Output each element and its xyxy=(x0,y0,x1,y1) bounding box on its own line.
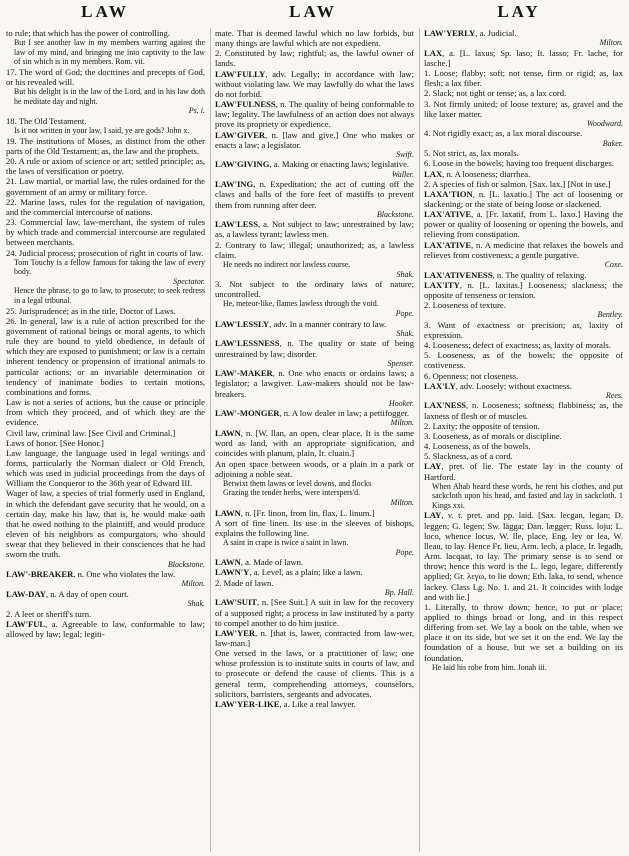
headword: LAX xyxy=(424,168,443,179)
entry-paragraph: Civil law, criminal law. [See Civil and Criminal.] xyxy=(6,427,176,438)
headword: LAW'YERLY xyxy=(424,28,476,38)
headword: LAW'-MAKER xyxy=(215,368,273,379)
entry-paragraph: LAWN, n. [W. llan, an open, clear place. It is the same word as land, with an appropriate signification, and coincides with planum, plain, Ir. cluain.] xyxy=(215,428,414,459)
entry-paragraph: LAWN, n. [Fr. linon, from lin, flax, L. linum.] xyxy=(215,507,375,518)
quotation: A saint in crape is twice a saint in lawn. xyxy=(223,538,349,548)
headword: LAWN'Y xyxy=(215,567,250,578)
entry-paragraph: 2. Constituted by law; rightful; as, the lawful owner of lands. xyxy=(215,48,414,69)
entry-paragraph: LAX'ITY, n. [L. laxitas.] Looseness; slackness; the opposite of tenseness or tension. xyxy=(424,279,623,300)
entry-paragraph: LAW'YER-LIKE, a. Like a real lawyer. xyxy=(215,698,356,709)
headword: LAW'FULNESS xyxy=(215,99,276,110)
entry-paragraph: LAWN'Y, a. Level, as a plain; like a lawn. xyxy=(215,567,363,578)
entry-paragraph: LAX, n. A looseness; diarrhea. xyxy=(424,168,531,179)
entry-paragraph: LAX'ATIVE, a. [Fr. laxatif, from L. laxo.] Having the power or quality of loosening or opening the bowels, and relieving from constipation. xyxy=(424,209,623,240)
headword: LAY xyxy=(424,461,442,472)
entry-paragraph: A sort of fine linen. Its use in the sleeves of bishops, explains the following line. xyxy=(215,517,414,538)
source-citation: Spenser. xyxy=(387,358,414,368)
left-running-head: LAW xyxy=(81,2,129,21)
source-citation: Ps. i. xyxy=(188,106,205,116)
column-middle xyxy=(215,28,414,852)
entry-paragraph: One versed in the laws, or a practitioner of law; one whose profession is to institute suits in courts of law, and to prosecute or defend the cause of clients. This is a general term, comprehending attorneys, counselors, solicitors, barristers, sergeants and advocates. xyxy=(215,648,414,699)
entry-paragraph: LAW'-MONGER, n. A low dealer in law; a pettifogger. xyxy=(215,408,410,419)
headword: LAX xyxy=(424,47,443,58)
source-citation: Rees. xyxy=(605,390,623,400)
quotation: Grazing the tender herbs, were interspers'd. xyxy=(223,488,361,498)
entry-paragraph: Wager of law, a species of trial formerly used in England, in which the defendant gave security that he would, on a certain day, make his law, that is, he would make oath that he owed nothing to the plaintiff, and would produce eleven of his neighbors as compurgators, who should swear that they believed in their consciences that he had sworn the truth. xyxy=(6,488,205,560)
entry-paragraph: LAW'FULNESS, n. The quality of being conformable to law; legality. The lawfulness of an action does not always prove its propriety or expedience. xyxy=(215,99,414,130)
source-citation: Hooker. xyxy=(388,398,414,408)
entry-paragraph: 1. Literally, to throw down; hence, to put or place; applied to things broad or long, and in this respect differing from set. We lay a book on the table, when we place it on its side, but we set it on the end. We lay the foundation of a house, but we set a building on its foundation. xyxy=(424,601,623,663)
headword: LAW'ING xyxy=(215,179,254,190)
column-divider xyxy=(419,28,420,852)
headword: LAW'-BREAKER xyxy=(6,569,74,580)
entry-paragraph: 2. Looseness of texture. xyxy=(424,299,506,310)
entry-paragraph: mate. That is deemed lawful which no law forbids, but many things are lawful which are not expedient. xyxy=(215,28,414,49)
headword: LAX'ATIVENESS xyxy=(424,269,493,280)
entry-paragraph: LAW'LESS, a. Not subject to law; unrestrained by law; as, a lawless tyrant; lawless men. xyxy=(215,219,414,240)
entry-paragraph: An open space between woods, or a plain in a park or adjoining a noble seat. xyxy=(215,458,414,479)
headword: LAX'ATIVE xyxy=(424,209,472,220)
entry-paragraph: Laws of honor. [See Honor.] xyxy=(6,437,104,448)
column-left xyxy=(6,28,205,852)
entry-paragraph: 4. Looseness; defect of exactness; as, laxity of morals. xyxy=(424,340,611,351)
entry-paragraph: 2. A leet or sheriff's turn. xyxy=(6,608,92,619)
right-running-head: LAY xyxy=(497,2,541,21)
entry-paragraph: LAW'GIVING, a. Making or enacting laws; legislative. xyxy=(215,159,410,170)
entry-paragraph: LAX, a. [L. laxus; Sp. laso; It. lasso; Fr. lache, for lasche.] xyxy=(424,47,623,68)
entry-paragraph: 2. A species of fish or salmon. [Sax. lax.] [Not in use.] xyxy=(424,178,611,189)
headword: LAW-DAY xyxy=(6,588,46,599)
quotation: Hence the phrase, to go to law, to prosecute; to seek redress in a legal tribunal. xyxy=(14,286,205,306)
headword: LAX'ATIVE xyxy=(424,239,472,250)
entry-paragraph: LAXA'TION, n. [L. laxatio.] The act of loosening or slackening; or the state of being loose or slackened. xyxy=(424,188,623,209)
source-citation: Milton. xyxy=(599,38,623,48)
entry-paragraph: 2. Contrary to law; illegal; unauthorized; as, a lawless claim. xyxy=(215,239,414,260)
entry-paragraph: to rule; that which has the power of controlling. xyxy=(6,28,170,38)
entry-paragraph: 23. Commercial law, law-merchant, the system of rules by which trade and commercial intercourse are regulated between merchants. xyxy=(6,217,205,248)
source-citation: Blackstone. xyxy=(167,559,205,569)
entry-paragraph: 26. In general, law is a rule of action prescribed for the government of rational beings or moral agents, to which rule they are bound to yield obedience, in default of which they are exposed to punishment; or law is a certain inherent tendency or propension of irrational animals to particular actions; or an invariable determination or tendency of inanimate bodies to certain motions, combinations and forms. xyxy=(6,315,205,397)
headword: LAW'FULLY xyxy=(215,68,266,79)
source-citation: Woodward. xyxy=(586,118,623,128)
source-citation: Shak. xyxy=(396,269,414,279)
column-divider xyxy=(210,28,211,852)
quotation: Betwixt them lawns or level downs, and flocks xyxy=(223,478,372,488)
entry-paragraph: Law language, the language used in legal writings and forms, particularly the Norman dialect or Old French, which was used in judicial proceedings from the days of William the Conqueror to the 36th year of Edward III. xyxy=(6,447,205,489)
headword: LAX'ITY xyxy=(424,279,460,290)
entry-paragraph: LAX'ATIVE, n. A medicine that relaxes the bowels and relieves from costiveness; a gentle purgative. xyxy=(424,239,623,260)
entry-paragraph: 6. Openness; not closeness. xyxy=(424,370,519,381)
entry-paragraph: 3. Want of exactness or precision; as, laxity of expression. xyxy=(424,319,623,340)
center-running-head: LAW xyxy=(289,2,337,21)
headword: LAW'GIVER xyxy=(215,129,266,140)
source-citation: Swift. xyxy=(395,149,414,159)
entry-paragraph: 17. The word of God; the doctrines and precepts of God, or his revealed will. xyxy=(6,66,205,88)
source-citation: Milton. xyxy=(390,498,414,508)
entry-paragraph: Law is not a series of actions, but the cause or principle from which they proceed, and of which they are the evidence. xyxy=(6,397,205,428)
quotation: But his delight is in the law of the Lord, and in his law doth he meditate day and night. xyxy=(14,87,205,106)
entry-paragraph: 3. Looseness, as of morals or discipline. xyxy=(424,430,562,441)
headword: LAX'LY xyxy=(424,380,456,391)
headword: LAX'NESS xyxy=(424,400,467,411)
entry-paragraph: 2. Laxity; the opposite of tension. xyxy=(424,420,540,431)
headword: LAW'-MONGER xyxy=(215,408,280,419)
entry-paragraph: 2. Made of lawn. xyxy=(215,577,274,588)
entry-paragraph: 21. Law martial, or martial law, the rules ordained for the government of an army or military force. xyxy=(6,176,205,197)
entry-paragraph: LAW'LESSNESS, n. The quality or state of being unrestrained by law; disorder. xyxy=(215,338,414,359)
entry-paragraph: 5. Not strict, as, lax morals. xyxy=(424,148,519,159)
source-citation: Bp. Hall. xyxy=(384,587,414,597)
entry-paragraph: LAW-DAY, n. A day of open court. xyxy=(6,588,129,599)
entry-paragraph: LAY, pret. of lie. The estate lay in the county of Hartford. xyxy=(424,461,623,482)
column-right xyxy=(424,28,623,852)
entry-paragraph: 2. Slack; not tight or tense; as, a lax cord. xyxy=(424,88,567,99)
headword: LAWN xyxy=(215,507,241,518)
entry-paragraph: LAW'-MAKER, n. One who enacts or ordains laws; a legislator; a lawgiver. Law-makers should not be law-breakers. xyxy=(215,368,414,399)
headword: LAW'GIVING xyxy=(215,159,270,170)
source-citation: Spectator. xyxy=(173,276,205,286)
entry-paragraph: LAX'ATIVENESS, n. The quality of relaxing. xyxy=(424,269,587,280)
entry-paragraph: LAW'-BREAKER, n. One who violates the law. xyxy=(6,569,176,580)
entry-paragraph: 18. The Old Testament. xyxy=(6,116,87,127)
entry-paragraph: LAWN, a. Made of lawn. xyxy=(215,557,304,568)
source-citation: Shak. xyxy=(187,599,205,609)
entry-paragraph: LAX'LY, adv. Loosely; without exactness. xyxy=(424,380,572,391)
entry-paragraph: 22. Marine laws, rules for the regulation of navigation, and the commercial intercourse of nations. xyxy=(6,196,205,217)
headword: LAW'LESS xyxy=(215,219,258,230)
entry-paragraph: 19. The institutions of Moses, as distinct from the other parts of the Old Testament; as, the law and the prophets. xyxy=(6,135,205,156)
quotation: But I see another law in my members warring against the law of my mind, and bringing me into captivity to the law of sin which is in my members. Rom. vii. xyxy=(14,38,205,67)
headword: LAW'LESSLY xyxy=(215,318,270,329)
quotation: He needs no indirect nor lawless course. xyxy=(223,259,351,269)
entry-paragraph: 5. Slackness, as of a cord. xyxy=(424,451,513,462)
source-citation: Coxe. xyxy=(604,259,623,269)
source-citation: Pope. xyxy=(395,547,414,557)
entry-paragraph: LAW'FUL, a. Agreeable to law, conformable to law; allowed by law; legal; legiti- xyxy=(6,618,205,639)
source-citation: Shak. xyxy=(396,328,414,338)
headword: LAY xyxy=(424,510,442,521)
quotation: When Ahab heard these words, he rent his clothes, and put sackcloth upon his head, and fasted and lay in sackcloth. 1 Kings xxi. xyxy=(432,481,623,510)
entry-paragraph: LAW'YERLY, a. Judicial. xyxy=(424,28,517,38)
entry-paragraph: 20. A rule or axiom of science or art; settled principle; as, the laws of versification or poetry. xyxy=(6,156,205,177)
headword: LAXA'TION xyxy=(424,188,473,199)
entry-paragraph: LAW'LESSLY, adv. In a manner contrary to law. xyxy=(215,318,387,329)
headword: LAW'LESSNESS xyxy=(215,338,280,349)
headword: LAW'YER-LIKE xyxy=(215,698,280,709)
entry-paragraph: LAW'GIVER, n. [law and give.] One who makes or enacts a law; a legislator. xyxy=(215,129,414,150)
quotation: He, meteor-like, flames lawless through the void. xyxy=(223,299,379,309)
source-citation: Baker. xyxy=(602,138,623,148)
entry-paragraph: LAW'YER, n. [that is, lawer, contracted from law-wer, law-man.] xyxy=(215,627,414,648)
entry-paragraph: 6. Loose in the bowels; having too frequent discharges. xyxy=(424,158,614,169)
entry-paragraph: LAW'SUIT, n. [See Suit.] A suit in law for the recovery of a supposed right; a process in law instituted by a party to compel another to do him justice. xyxy=(215,597,414,628)
source-citation: Waller. xyxy=(391,169,414,179)
quotation: He laid his robe from him. Jonah iii. xyxy=(432,662,547,672)
headword: LAW'SUIT xyxy=(215,597,258,608)
headword: LAWN xyxy=(215,428,241,439)
quotation: Tom Touchy is a fellow famous for taking the law of every body. xyxy=(14,257,205,277)
entry-paragraph: 3. Not firmly united; of loose texture; as, gravel and the like laxer matter. xyxy=(424,98,623,119)
entry-paragraph: 4. Looseness, as of the bowels. xyxy=(424,441,531,452)
source-citation: Milton. xyxy=(181,579,205,589)
entry-paragraph: 5. Looseness, as of the bowels; the opposite of costiveness. xyxy=(424,350,623,371)
entry-paragraph: 24. Judicial process; prosecution of right in courts of law. xyxy=(6,247,204,258)
source-citation: Milton. xyxy=(390,418,414,428)
entry-paragraph: 4. Not rigidly exact; as, a lax moral discourse. xyxy=(424,128,583,139)
quotation: Is it not written in your law, I said, ye are gods? John x. xyxy=(14,126,190,136)
entry-paragraph: LAX'NESS, n. Looseness; softness; flabbiness; as, the laxness of flesh or of muscles. xyxy=(424,400,623,421)
entry-paragraph: 1. Loose; flabby; soft; not tense, firm or rigid; as, lax flesh; a lax fiber. xyxy=(424,68,623,89)
entry-paragraph: LAW'ING, n. Expeditation; the act of cutting off the claws and balls of the fore feet of mastiffs to prevent them from running after deer. xyxy=(215,179,414,210)
entry-paragraph: 3. Not subject to the ordinary laws of nature; uncontrolled. xyxy=(215,279,414,300)
headword: LAW'YER xyxy=(215,627,256,638)
headword: LAW'FUL xyxy=(6,618,46,629)
entry-paragraph: LAW'FULLY, adv. Legally; in accordance with law; without violating law. We may lawfully do what the laws do not forbid. xyxy=(215,68,414,99)
source-citation: Blackstone. xyxy=(376,209,414,219)
entry-paragraph: LAY, v. t. pret. and pp. laid. [Sax. lecgan, legan; D. leggen; G. legen; Sw. lägga; Dan. lægger; Russ. loju; L. loco, whence locus, W. lle, place, Eng. ley or lea, W. lleau, to lay. Hence Fr. lieu, Arm. lech, a place, Ir. legadh, Arm. lacqaat, to lay. The primary sense is to send or throw; hence this word is the L. lego, legare, differently applied; Gr. λεγω, to lie down; Eth. laka, to send, whence lackey. Class Lg. No. 1. and 21. It coincides with lodge and with lie.] xyxy=(424,510,623,602)
source-citation: Bentley. xyxy=(597,310,623,320)
headword: LAWN xyxy=(215,557,241,568)
source-citation: Pope. xyxy=(395,309,414,318)
entry-paragraph: 25. Jurisprudence; as in the title, Doctor of Laws. xyxy=(6,305,176,316)
